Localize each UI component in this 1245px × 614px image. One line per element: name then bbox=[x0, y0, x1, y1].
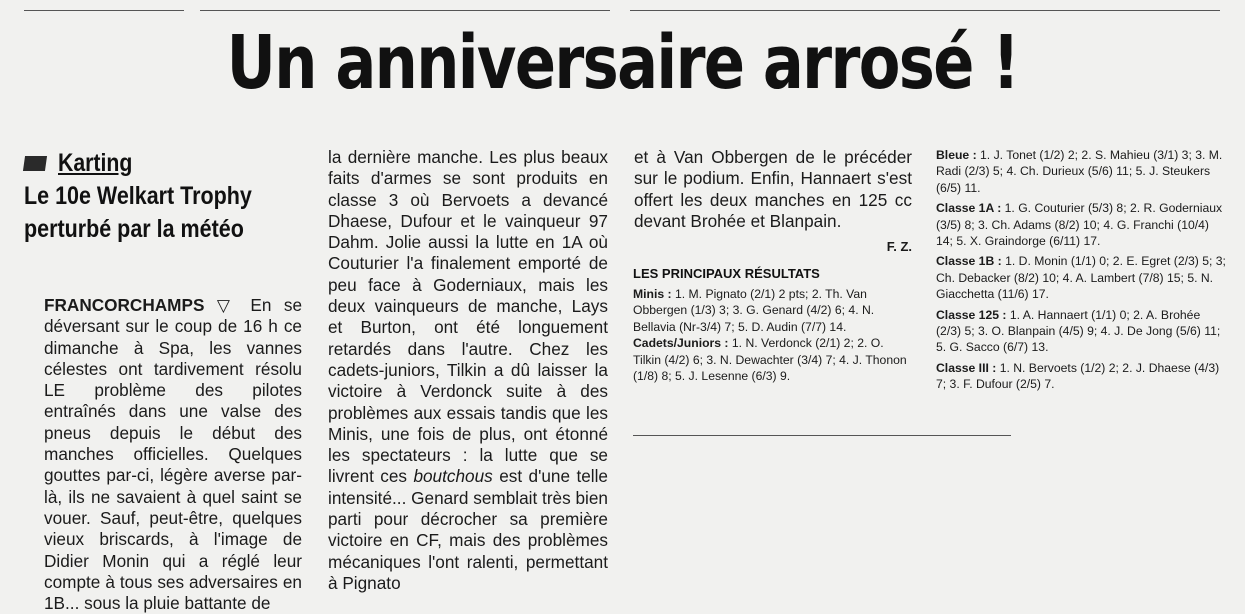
top-rule-mid bbox=[200, 10, 610, 11]
results-right bbox=[936, 147, 1226, 393]
results-left bbox=[633, 286, 913, 384]
article-column-3 bbox=[634, 147, 912, 232]
square-bullet-icon bbox=[23, 156, 47, 171]
rubric-label: Karting bbox=[58, 148, 133, 177]
result-entry: Minis : 1. M. Pignato (2/1) 2 pts; 2. Th. Van Obbergen (1/3) 3; 3. G. Genard (4/2) 6; 4. N. Bellavia (Nr-3/4) 7; 5. D. Audin (7/7) 14. bbox=[633, 287, 875, 334]
article-column-2 bbox=[328, 147, 608, 594]
column-3-text: et à Van Obbergen de le précéder sur le podium. Enfin, Hannaert s'est offert les deux manches en 125 cc devant Brohée et Blanpain. bbox=[634, 147, 912, 231]
result-entry: Classe 125 : 1. A. Hannaert (1/1) 0; 2. A. Brohée (2/3) 5; 3. O. Blanpain (4/5) 9; 4. J. De Jong (5/6) 11; 5. G. Sacco (6/7) 13. bbox=[936, 307, 1221, 355]
rubric-row bbox=[24, 146, 146, 180]
author-signature: F. Z. bbox=[886, 239, 912, 254]
subheadline-line-1: Le 10e Welkart Trophy bbox=[24, 182, 252, 210]
column-1-text: En se déversant sur le coup de 16 h ce dimanche à Spa, les vannes célestes ont tardivement résolu LE problème des pilotes entraînés dans une valse des pneus depuis le début des manches officielles. Quelques gouttes par-ci, légère averse par-là, ils ne savaient à quel saint se vouer. Sauf, peut-être, quelques vieux briscards, à l'image de Didier Monin qui a réglé leur compte à tous ses adversaires en 1B... sous la pluie battante de bbox=[44, 295, 303, 614]
subheadline bbox=[24, 180, 273, 246]
top-rule-right bbox=[630, 10, 1220, 11]
result-entry: Classe 1A : 1. G. Couturier (5/3) 8; 2. R. Goderniaux (3/5) 8; 3. Ch. Adams (8/2) 10; 4. G. Franchi (10/4) 14; 5. X. Graindorge (6/11) 17. bbox=[936, 201, 1223, 249]
results-heading: LES PRINCIPAUX RÉSULTATS bbox=[633, 266, 820, 281]
top-rule-left bbox=[24, 10, 184, 11]
column-2-text-b: est d'une telle intensité... Genard semblait très bien parti pour décrocher sa première victoire en CF, mais des problèmes mécaniques l'ont ralenti, permettant à Pignato bbox=[328, 466, 608, 593]
article-column-1 bbox=[44, 295, 302, 614]
column-2-emphasis: boutchous bbox=[413, 466, 493, 487]
result-entry: Classe III : 1. N. Bervoets (1/2) 2; 2. J. Dhaese (4/3) 7; 3. F. Dufour (2/5) 7. bbox=[936, 360, 1220, 392]
column-2-text-a: la dernière manche. Les plus beaux faits d'armes se sont produits en classe 3 où Bervoets a devancé Dhaese, Dufour et le vainqueur 97 Dahm. Jolie aussi la lutte en 1A où Couturier l'a finalement emporté de peu face à Goderniaux, mais les deux vainqueurs de manche, Lays et Burton, ont été longuement retardés dans l'autre. Chez les cadets-juniors, Tilkin a dû laisser la victoire à Verdonck suite à des problèmes aux essais tandis que les Minis, une fois de plus, ont étonné les spectateurs : la lutte que se livrent ces bbox=[328, 147, 608, 487]
bottom-rule bbox=[633, 435, 1011, 436]
dateline: FRANCORCHAMPS bbox=[44, 295, 205, 315]
result-entry: Cadets/Juniors : 1. N. Verdonck (2/1) 2; 2. O. Tilkin (4/2) 6; 3. N. Dewachter (3/4) 7; 4. J. Thonon (1/8) 8; 5. J. Lesenne (6/3) 9. bbox=[633, 336, 907, 384]
headline: Un anniversaire arrosé ! bbox=[226, 20, 1019, 106]
result-entry: Classe 1B : 1. D. Monin (1/1) 0; 2. E. Egret (2/3) 5; 3; Ch. Debacker (8/2) 10; 4. A. Lambert (7/8) 15; 5. N. Giacchetta (11/6) 17. bbox=[936, 254, 1226, 302]
triangle-icon: ▽ bbox=[216, 295, 238, 315]
subheadline-line-2: perturbé par la météo bbox=[24, 215, 244, 243]
result-entry: Bleue : 1. J. Tonet (1/2) 2; 2. S. Mahieu (3/1) 3; 3. M. Radi (2/3) 5; 4. Ch. Durieux (5/6) 11; 5. J. Steukers (6/5) 11. bbox=[936, 148, 1223, 195]
